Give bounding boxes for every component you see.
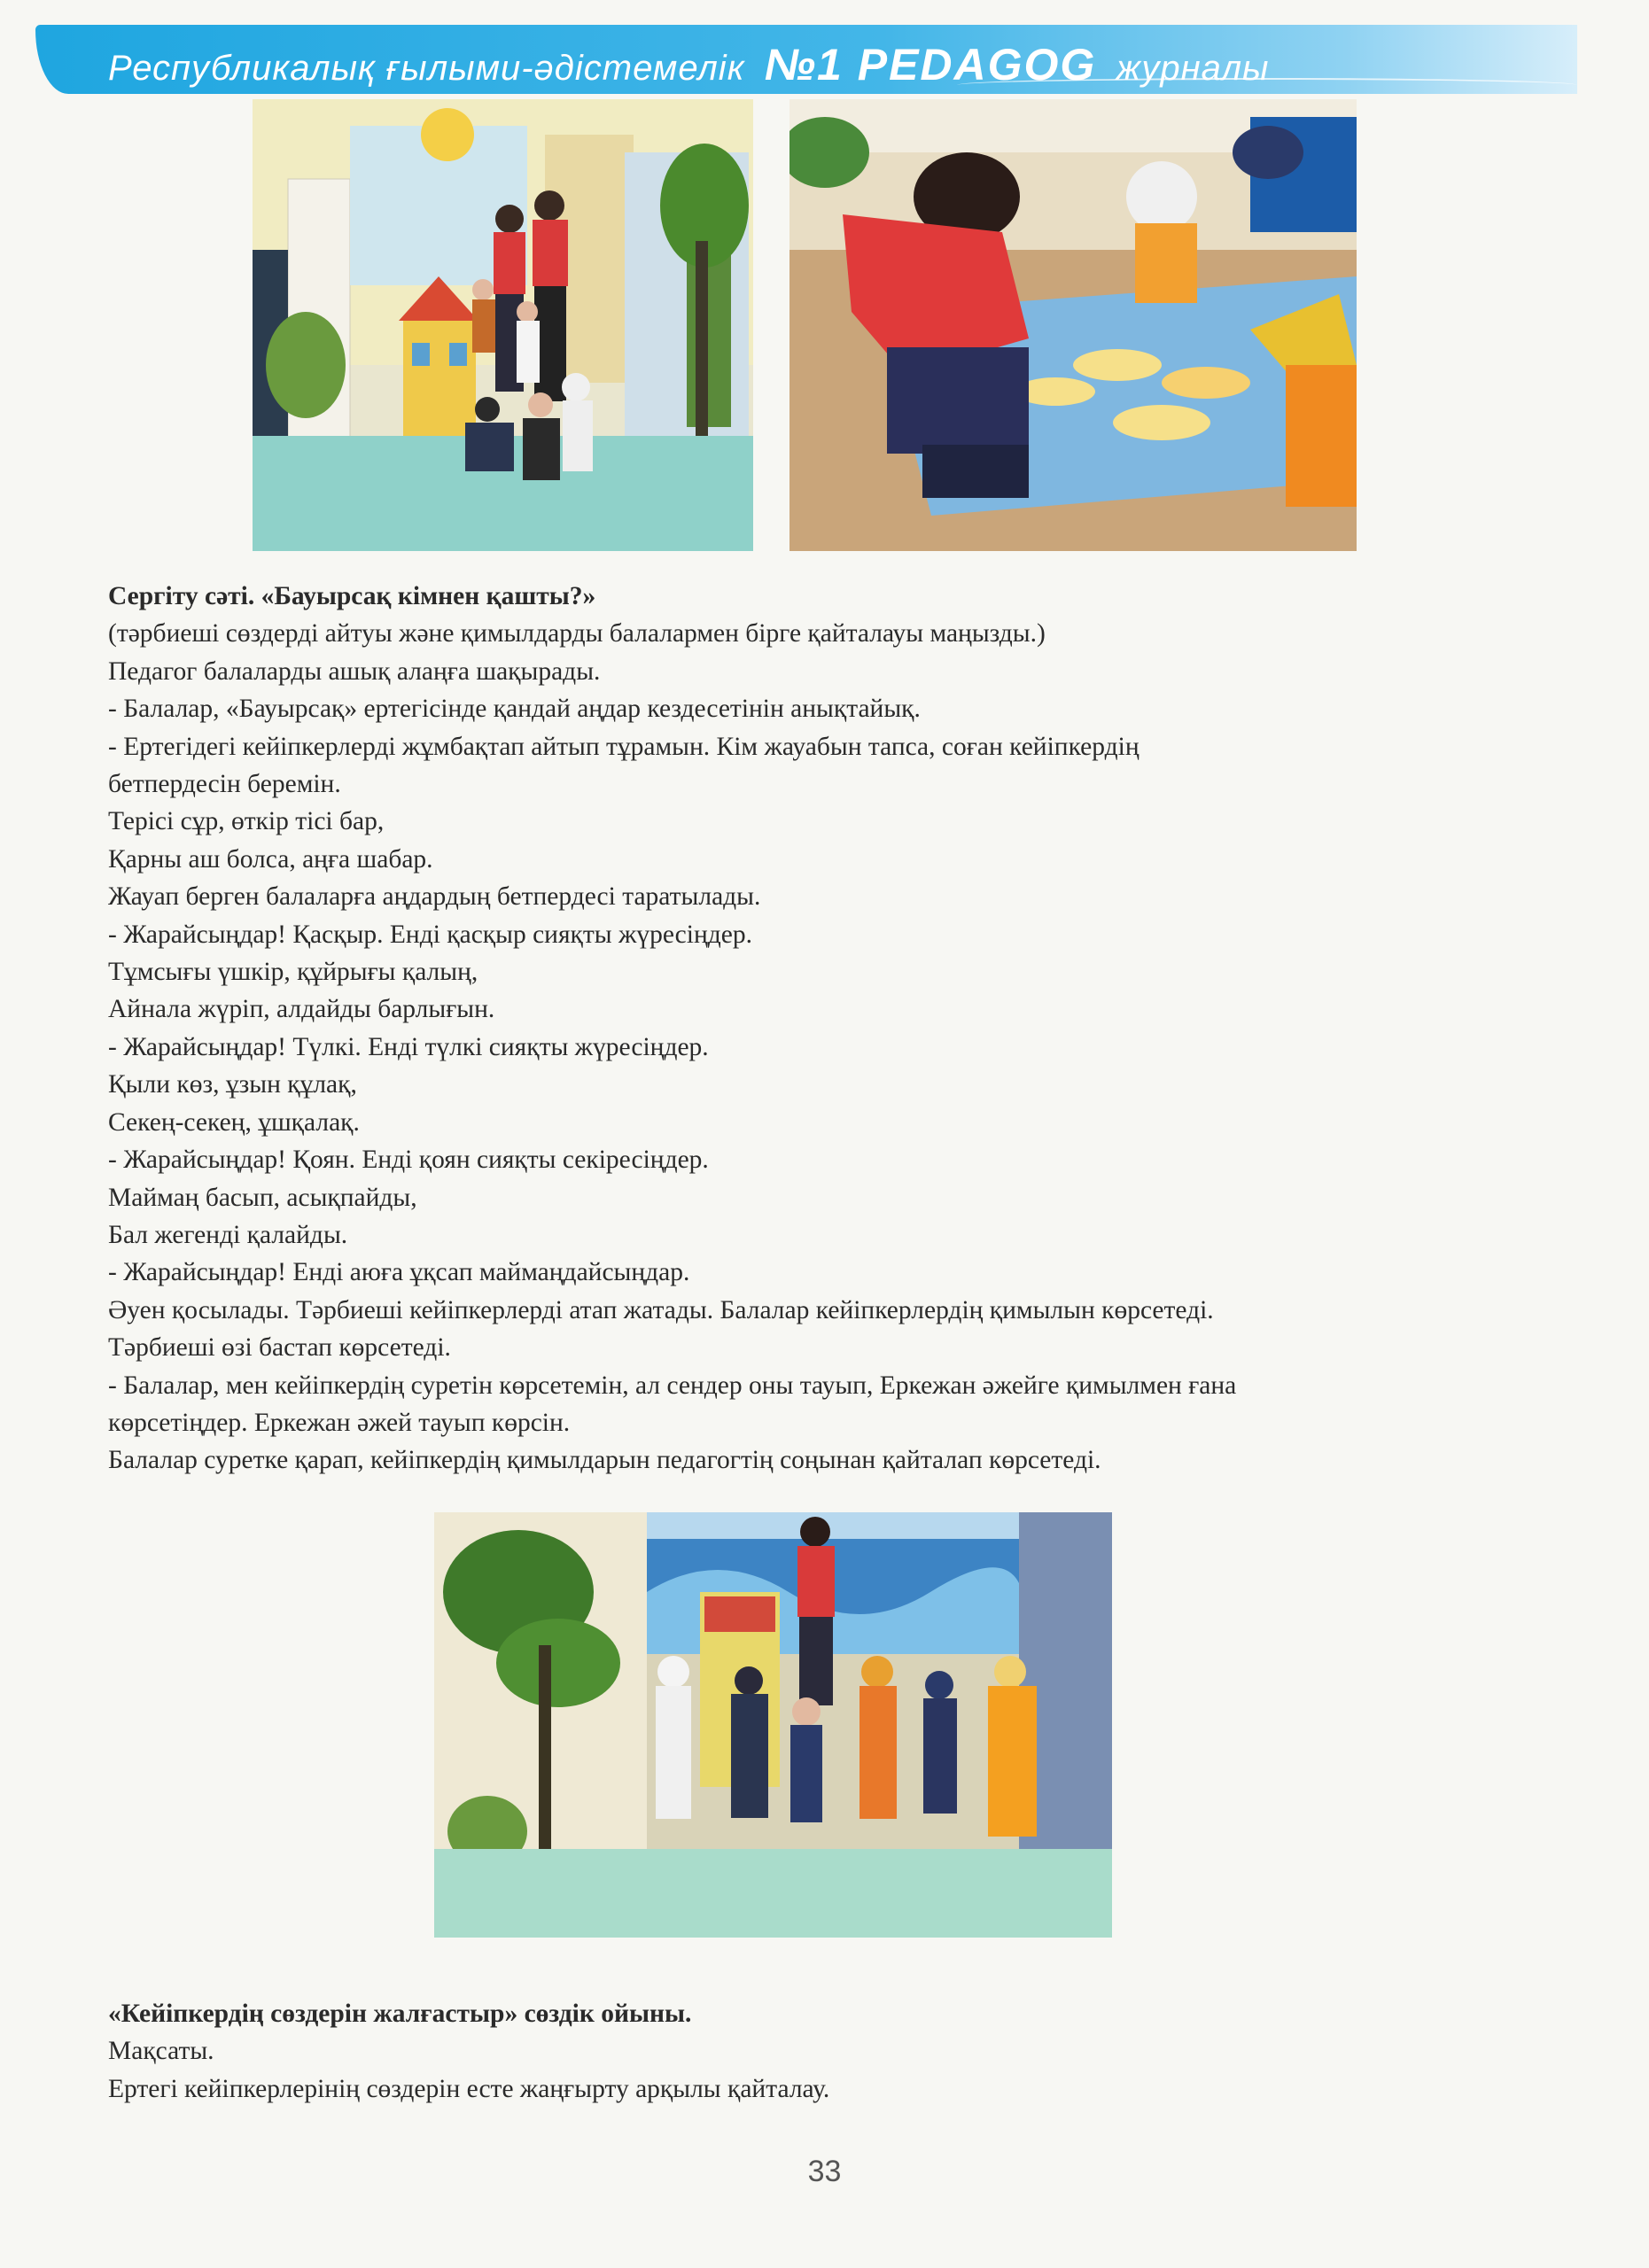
photo-teachers-with-children (253, 99, 753, 551)
section1-line: (тәрбиеші сөздерді айтуы және қимылдарды балалармен бірге қайталауы маңызды.) (108, 619, 1046, 649)
section1-line: Бал жегенді қалайды. (108, 1220, 348, 1249)
section1-line: - Балалар, мен кейіпкердің суретін көрсетемін, ал сендер оны тауып, Еркежан әжейге қимылмен ғана (108, 1371, 1237, 1400)
section1-line: көрсетіңдер. Еркежан әжей тауып көрсін. (108, 1408, 571, 1437)
header-prefix: Республикалық ғылыми-әдістемелік (108, 49, 745, 88)
section1-line: Қыли көз, ұзын құлақ, (108, 1070, 357, 1099)
photo-children-group-costumes (434, 1512, 1112, 1938)
section-word-game (108, 1995, 1526, 2108)
section2-title: «Кейіпкердің сөздерін жалғастыр» сөздік ойыны. (108, 2000, 692, 2028)
journal-header-banner (35, 25, 1577, 94)
section1-line: бетпердесін беремін. (108, 770, 341, 799)
photo-teacher-at-table (789, 99, 1357, 551)
section1-line: - Жарайсыңдар! Қасқыр. Енді қасқыр сияқты жүресіңдер. (108, 920, 752, 949)
section1-line: Педагог балаларды ашық алаңға шақырады. (108, 656, 601, 686)
header-suffix: журналы (1116, 49, 1270, 88)
section1-line: - Ертегідегі кейіпкерлерді жұмбақтап айтып тұрамын. Кім жауабын тапса, соған кейіпкердің (108, 732, 1140, 761)
section1-line: Терісі сұр, өткір тісі бар, (108, 807, 385, 836)
section1-line: Әуен қосылады. Тәрбиеші кейіпкерлерді атап жатады. Балалар кейіпкерлердің қимылын көрсетеді. (108, 1295, 1214, 1324)
section1-line: - Жарайсыңдар! Қоян. Енді қоян сияқты секіресіңдер. (108, 1146, 709, 1175)
header-swoosh-decoration (957, 78, 1577, 92)
header-brand: №1 PEDAGOG (764, 40, 1097, 89)
section1-line: Маймаң басып, асықпайды, (108, 1183, 417, 1212)
section1-line: Балалар суретке қарап, кейіпкердің қимылдарын педагогтің соңынан қайталап көрсетеді. (108, 1446, 1101, 1475)
section1-line: - Жарайсыңдар! Енді аюға ұқсап маймаңдайсыңдар. (108, 1258, 690, 1287)
section1-line: Жауап берген балаларға аңдардың бетпердесі таратылады. (108, 882, 761, 912)
section2-line: Ертегі кейіпкерлерінің сөздерін есте жаңғырту арқылы қайталау. (108, 2074, 830, 2103)
section1-line: - Балалар, «Бауырсақ» ертегісінде қандай аңдар кездесетінін анықтайық. (108, 695, 921, 724)
section1-line: Айнала жүріп, алдайды барлығын. (108, 995, 495, 1024)
section1-line: Тұмсығы үшкір, құйрығы қалың, (108, 958, 478, 987)
page-number: 33 (807, 2155, 842, 2188)
section1-line: Тәрбиеші өзі бастап көрсетеді. (108, 1333, 451, 1363)
section1-line: Секең-секең, ұшқалақ. (108, 1107, 360, 1137)
section1-line: Қарны аш болса, аңға шабар. (108, 844, 433, 874)
section2-line: Мақсаты. (108, 2037, 214, 2066)
section-refresh-moment (108, 578, 1526, 1480)
section1-title: Сергіту сәті. «Бауырсақ кімнен қашты?» (108, 582, 596, 610)
section1-line: - Жарайсыңдар! Түлкі. Енді түлкі сияқты жүресіңдер. (108, 1032, 709, 1061)
